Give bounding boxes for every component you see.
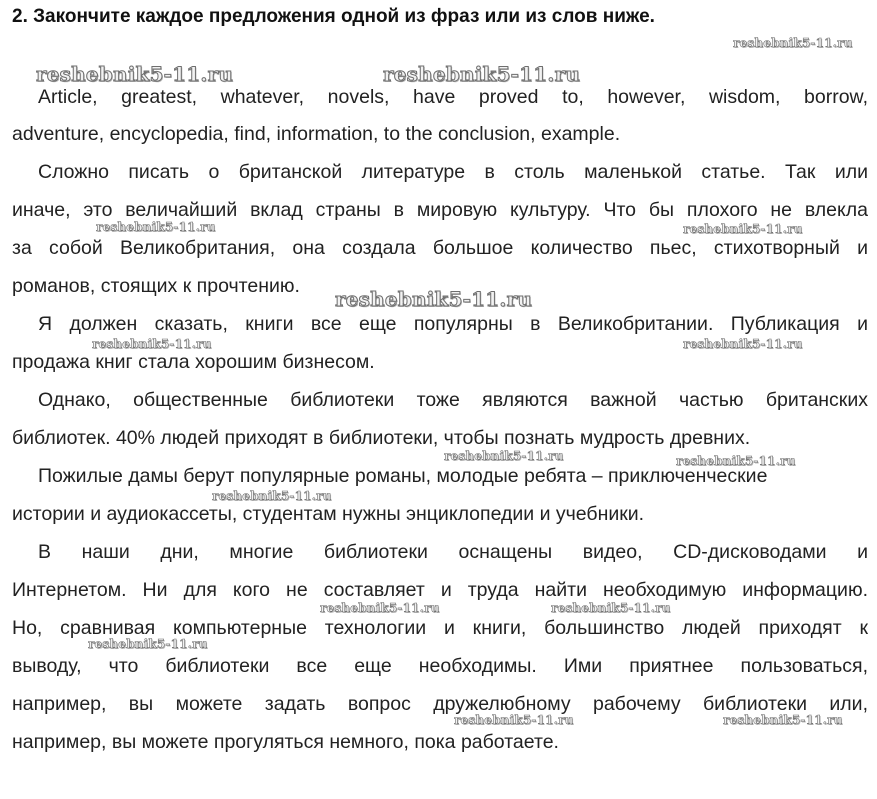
- watermark: reshebnik5-11.ru: [383, 62, 581, 86]
- text-line: Интернетом. Ни для кого не составляет и труда найти необходимую информацию.: [12, 579, 868, 601]
- text-line: Article, greatest, whatever, novels, have proved to, however, wisdom, borrow,: [38, 86, 868, 108]
- text-line: например, вы можете прогуляться немного, пока работаете.: [12, 731, 559, 753]
- watermark: reshebnik5-11.ru: [551, 601, 671, 615]
- text-line: выводу, что библиотеки все еще необходимы. Ими приятнее пользоваться,: [12, 655, 868, 677]
- watermark: reshebnik5-11.ru: [96, 220, 216, 234]
- text-line: романов, стоящих к прочтению.: [12, 275, 300, 297]
- watermark: reshebnik5-11.ru: [212, 489, 332, 503]
- text-line: истории и аудиокассеты, студентам нужны энциклопедии и учебники.: [12, 503, 645, 525]
- text-line: библиотек. 40% людей приходят в библиотеки, чтобы познать мудрость древних.: [12, 427, 751, 449]
- watermark: reshebnik5-11.ru: [723, 713, 843, 727]
- watermark: reshebnik5-11.ru: [92, 337, 212, 351]
- text-line: adventure, encyclopedia, find, information, to the conclusion, example.: [12, 123, 621, 145]
- text-line: В наши дни, многие библиотеки оснащены видео, CD-дисководами и: [38, 541, 868, 563]
- watermark: reshebnik5-11.ru: [444, 449, 564, 463]
- watermark: reshebnik5-11.ru: [320, 601, 440, 615]
- exercise-heading: 2. Закончите каждое предложения одной из фраз или из слов ниже.: [12, 6, 655, 27]
- watermark: reshebnik5-11.ru: [88, 637, 208, 651]
- watermark: reshebnik5-11.ru: [683, 222, 803, 236]
- watermark: reshebnik5-11.ru: [733, 36, 853, 50]
- text-line: Сложно писать о британской литературе в столь маленькой статье. Так или: [38, 161, 868, 183]
- watermark: reshebnik5-11.ru: [676, 454, 796, 468]
- text-line: продажа книг стала хорошим бизнесом.: [12, 351, 375, 373]
- watermark: reshebnik5-11.ru: [683, 337, 803, 351]
- watermark: reshebnik5-11.ru: [335, 287, 533, 311]
- text-line: Пожилые дамы берут популярные романы, молодые ребята – приключенческие: [38, 465, 768, 487]
- text-line: Я должен сказать, книги все еще популярны в Великобритании. Публикация и: [38, 313, 868, 335]
- text-line: Однако, общественные библиотеки тоже являются важной частью британских: [38, 389, 868, 411]
- text-line: за собой Великобритания, она создала большое количество пьес, стихотворный и: [12, 237, 868, 259]
- text-line: Но, сравнивая компьютерные технологии и книги, большинство людей приходят к: [12, 617, 868, 639]
- text-line: иначе, это величайший вклад страны в мировую культуру. Что бы плохого не влекла: [12, 199, 868, 221]
- text-line: например, вы можете задать вопрос дружелюбному рабочему библиотеки или,: [12, 693, 868, 715]
- watermark: reshebnik5-11.ru: [36, 62, 234, 86]
- watermark: reshebnik5-11.ru: [454, 713, 574, 727]
